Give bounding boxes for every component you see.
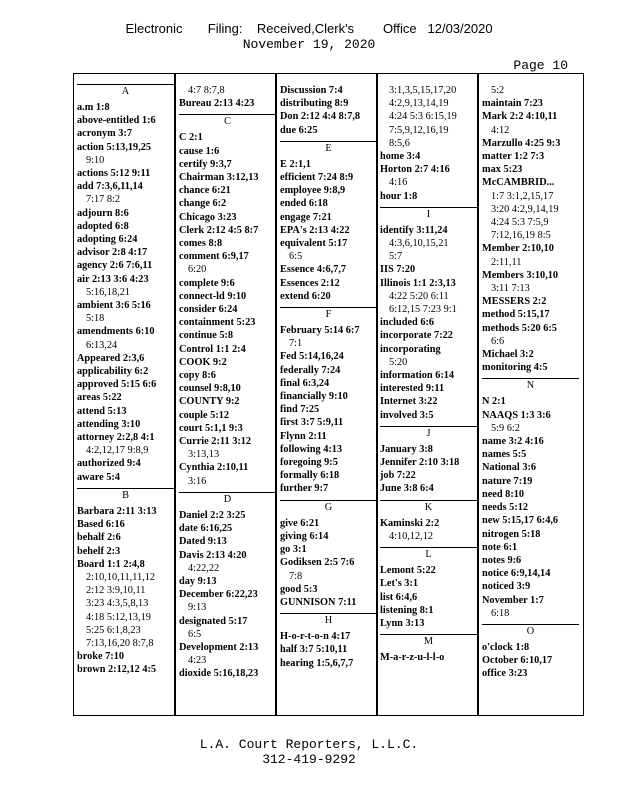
index-section — [482, 378, 579, 619]
index-continuation: 4:24 5:3 7:5,9 — [491, 217, 549, 229]
index-entry: extend 6:20 — [280, 290, 331, 302]
index-entry: new 5:15,17 6:4,6 — [482, 515, 559, 527]
index-entry: comes 8:8 — [179, 238, 223, 250]
index-entry: noticed 3:9 — [482, 581, 531, 593]
index-entry: Chairman 3:12,13 — [179, 172, 259, 184]
section-letter: J — [380, 426, 477, 440]
index-section — [380, 84, 477, 203]
index-entry: cause 1:6 — [179, 145, 220, 157]
index-entry: Davis 2:13 4:20 — [179, 549, 247, 561]
index-section — [380, 634, 477, 664]
index-continuation: 2:10,10,11,11,12 — [86, 571, 156, 583]
index-entry: Control 1:1 2:4 — [179, 343, 246, 355]
index-entry: nitrogen 5:18 — [482, 528, 541, 540]
index-section — [179, 492, 276, 681]
index-entry: Marzullo 4:25 9:3 — [482, 137, 561, 149]
index-entry: dioxide 5:16,18,23 — [179, 668, 259, 680]
index-entry: Development 2:13 — [179, 641, 259, 653]
index-entry: certify 9:3,7 — [179, 158, 232, 170]
index-entry: Lemont 5:22 — [380, 565, 436, 577]
index-entry: give 6:21 — [280, 517, 320, 529]
index-entry: max 5:23 — [482, 164, 523, 176]
index-entry: names 5:5 — [482, 449, 527, 461]
index-entry: adopted 6:8 — [77, 220, 129, 232]
index-entry: E 2:1,1 — [280, 158, 311, 170]
index-continuation: 3:1,3,5,15,17,20 — [389, 85, 457, 96]
section-letter: A — [77, 84, 174, 98]
index-entry: behalf 2:6 — [77, 532, 121, 544]
index-continuation: 6:5 — [188, 628, 202, 640]
index-section — [179, 84, 276, 110]
index-column — [179, 84, 276, 709]
index-entry: day 9:13 — [179, 575, 217, 587]
index-continuation: 3:23 4:3,5,8,13 — [86, 598, 149, 610]
index-column — [482, 84, 579, 709]
index-continuation: 9:10 — [86, 154, 105, 166]
index-entry: incorporate 7:22 — [380, 330, 453, 342]
index-section — [280, 613, 377, 670]
index-entry: a.m 1:8 — [77, 102, 110, 113]
index-section — [380, 500, 477, 543]
index-entry: November 1:7 — [482, 594, 544, 606]
index-entry: Member 2:10,10 — [482, 243, 554, 255]
index-entry: N 2:1 — [482, 396, 506, 408]
index-entry: connect-ld 9:10 — [179, 290, 247, 302]
index-continuation: 2:12 3:9,10,11 — [86, 585, 146, 597]
index-entry: involved 3:5 — [380, 409, 434, 421]
index-section — [482, 624, 579, 681]
index-entry: air 2:13 3:6 4:23 — [77, 273, 149, 285]
index-continuation: 7:13,16,20 8:7,8 — [86, 637, 154, 649]
index-entry: January 3:8 — [380, 443, 433, 455]
index-continuation: 4:7 8:7,8 — [188, 85, 225, 96]
index-continuation: 6:18 — [491, 607, 510, 619]
index-entry: Based 6:16 — [77, 519, 125, 531]
index-entry: above-entitled 1:6 — [77, 115, 156, 127]
index-section — [77, 488, 174, 677]
index-continuation: 7:5,9,12,16,19 — [389, 124, 449, 136]
index-continuation: 6:12,15 7:23 9:1 — [389, 304, 457, 316]
index-entry: financially 9:10 — [280, 391, 348, 403]
index-entry: IIS 7:20 — [380, 264, 416, 276]
index-entry: Lynn 3:13 — [380, 617, 425, 629]
index-entry: Horton 2:7 4:16 — [380, 164, 450, 176]
filing-stamp: Electronic Filing: Received,Clerk's Office 12/03/2020 — [125, 21, 493, 36]
index-entry: National 3:6 — [482, 462, 537, 474]
index-entry: further 9:7 — [280, 483, 329, 495]
index-continuation: 6:5 — [289, 251, 303, 263]
section-letter: I — [380, 207, 477, 221]
index-entry: employee 9:8,9 — [280, 185, 346, 197]
index-entry: M-a-r-z-u-l-l-o — [380, 652, 445, 664]
index-entry: notes 9:6 — [482, 554, 522, 566]
column-divider — [174, 74, 176, 715]
index-entry: go 3:1 — [280, 544, 307, 556]
index-continuation: 4:22 5:20 6:11 — [389, 290, 449, 302]
index-section — [280, 141, 377, 303]
index-entry: applicability 6:2 — [77, 366, 149, 378]
index-continuation: 3:13,13 — [188, 449, 220, 461]
index-entry: formally 6:18 — [280, 470, 340, 482]
index-continuation: 4:12 — [491, 124, 510, 136]
index-entry: Mark 2:2 4:10,11 — [482, 111, 558, 123]
index-entry: methods 5:20 6:5 — [482, 322, 557, 334]
index-entry: attending 3:10 — [77, 418, 141, 430]
index-entry: Don 2:12 4:4 8:7,8 — [280, 111, 361, 123]
index-continuation: 7:17 8:2 — [86, 194, 121, 206]
index-entry: attend 5:13 — [77, 405, 127, 417]
index-entry: designated 5:17 — [179, 615, 248, 627]
index-continuation: 3:16 — [188, 475, 207, 487]
index-entry: maintain 7:23 — [482, 98, 543, 110]
index-continuation: 1:7 3:1,2,15,17 — [491, 190, 554, 202]
index-entry: agency 2:6 7:6,11 — [77, 260, 153, 272]
index-entry: COOK 9:2 — [179, 356, 227, 368]
index-continuation: 4:16 — [389, 177, 408, 189]
index-continuation: 5:7 — [389, 251, 403, 263]
index-entry: Essences 2:12 — [280, 277, 340, 289]
index-continuation: 7:12,16,19 8:5 — [491, 230, 551, 242]
index-frame — [73, 73, 584, 716]
index-entry: October 6:10,17 — [482, 655, 553, 667]
index-entry: copy 8:6 — [179, 370, 216, 382]
index-entry: couple 5:12 — [179, 409, 230, 421]
index-entry: actions 5:12 9:11 — [77, 168, 151, 180]
index-entry: following 4:13 — [280, 443, 343, 455]
index-entry: Michael 3:2 — [482, 349, 534, 361]
index-entry: good 5:3 — [280, 583, 318, 595]
index-entry: advisor 2:8 4:17 — [77, 247, 148, 259]
index-entry: broke 7:10 — [77, 651, 125, 663]
index-entry: counsel 9:8,10 — [179, 383, 241, 395]
index-entry: change 6:2 — [179, 198, 227, 210]
index-continuation: 3:20 4:2,9,14,19 — [491, 203, 559, 215]
section-letter: D — [179, 492, 276, 506]
index-entry: Daniel 2:2 3:25 — [179, 509, 246, 521]
index-entry: due 6:25 — [280, 124, 318, 136]
index-entry: incorporating — [380, 343, 441, 355]
index-entry: December 6:22,23 — [179, 589, 258, 601]
index-entry: Let's 3:1 — [380, 578, 419, 590]
column-divider — [477, 74, 479, 715]
index-entry: date 6:16,25 — [179, 523, 233, 535]
index-continuation: 4:10,12,12 — [389, 530, 434, 542]
index-entry: chance 6:21 — [179, 185, 231, 197]
index-entry: giving 6:14 — [280, 530, 329, 542]
index-entry: Members 3:10,10 — [482, 269, 559, 281]
index-entry: acronym 3:7 — [77, 128, 133, 140]
index-section — [380, 547, 477, 630]
section-letter: F — [280, 307, 377, 321]
index-continuation: 8:5,6 — [389, 137, 410, 149]
index-entry: MESSERS 2:2 — [482, 296, 547, 308]
index-entry: H-o-r-t-o-n 4:17 — [280, 631, 351, 643]
index-entry: brown 2:12,12 4:5 — [77, 664, 157, 676]
index-continuation: 4:18 5:12,13,19 — [86, 611, 151, 623]
index-entry: matter 1:2 7:3 — [482, 151, 545, 163]
index-continuation: 2:11,11 — [491, 256, 522, 268]
index-entry: court 5:1,1 9:3 — [179, 422, 243, 434]
index-entry: list 6:4,6 — [380, 591, 418, 603]
footer-phone: 312-419-9292 — [262, 752, 356, 767]
index-entry: final 6:3,24 — [280, 377, 330, 389]
index-entry: continue 5:8 — [179, 330, 234, 342]
index-continuation: 3:11 7:13 — [491, 283, 530, 295]
index-entry: foregoing 9:5 — [280, 457, 338, 469]
index-entry: Jennifer 2:10 3:18 — [380, 457, 460, 469]
index-entry: EPA's 2:13 4:22 — [280, 224, 350, 236]
index-section — [179, 114, 276, 487]
index-entry: Internet 3:22 — [380, 396, 438, 408]
index-entry: Bureau 2:13 4:23 — [179, 98, 255, 110]
index-entry: Cynthia 2:10,11 — [179, 462, 249, 474]
index-entry: engage 7:21 — [280, 211, 332, 223]
section-letter: M — [380, 634, 477, 648]
index-entry: information 6:14 — [380, 370, 455, 382]
index-entry: Illinois 1:1 2:3,13 — [380, 277, 456, 289]
index-entry: Godiksen 2:5 7:6 — [280, 557, 355, 569]
index-entry: efficient 7:24 8:9 — [280, 172, 354, 184]
index-continuation: 5:9 6:2 — [491, 422, 520, 434]
index-entry: COUNTY 9:2 — [179, 396, 240, 408]
index-entry: aware 5:4 — [77, 471, 120, 483]
index-continuation: 5:2 — [491, 85, 505, 96]
index-entry: distributing 8:9 — [280, 98, 349, 110]
section-letter: C — [179, 114, 276, 128]
index-entry: McCAMBRID... — [482, 177, 555, 189]
hearing-date: November 19, 2020 — [242, 37, 376, 52]
index-entry: interested 9:11 — [380, 383, 445, 395]
index-section — [280, 500, 377, 609]
index-entry: half 3:7 5:10,11 — [280, 644, 348, 656]
index-entry: adjourn 8:6 — [77, 207, 129, 219]
index-entry: add 7:3,6,11,14 — [77, 181, 143, 193]
page-number: Page 10 — [513, 58, 568, 73]
index-entry: attorney 2:2,8 4:1 — [77, 432, 155, 444]
index-column — [77, 84, 174, 709]
index-section — [482, 84, 579, 374]
index-entry: federally 7:24 — [280, 364, 341, 376]
index-continuation: 6:20 — [188, 264, 207, 276]
index-section — [380, 207, 477, 422]
index-continuation: 5:16,18,21 — [86, 286, 131, 298]
index-entry: hour 1:8 — [380, 190, 418, 202]
index-entry: Chicago 3:23 — [179, 211, 237, 223]
index-continuation: 4:23 — [188, 655, 207, 667]
index-entry: Flynn 2:11 — [280, 430, 327, 442]
index-continuation: 4:2,12,17 9:8,9 — [86, 445, 149, 457]
section-letter: N — [482, 378, 579, 392]
index-continuation: 4:3,6,10,15,21 — [389, 238, 449, 250]
index-entry: hearing 1:5,6,7,7 — [280, 657, 354, 669]
index-entry: listening 8:1 — [380, 604, 434, 616]
index-entry: complete 9:6 — [179, 277, 235, 289]
index-continuation: 6:6 — [491, 335, 505, 347]
index-section — [280, 84, 377, 137]
section-letter: K — [380, 500, 477, 514]
index-entry: notice 6:9,14,14 — [482, 568, 551, 580]
index-entry: job 7:22 — [380, 470, 416, 482]
index-entry: find 7:25 — [280, 404, 320, 416]
index-continuation: 5:25 6:1,8,23 — [86, 624, 141, 636]
index-continuation: 4:22,22 — [188, 562, 220, 574]
index-entry: Clerk 2:12 4:5 8:7 — [179, 224, 259, 236]
index-entry: office 3:23 — [482, 668, 528, 680]
index-entry: areas 5:22 — [77, 392, 122, 404]
index-continuation: 7:1 — [289, 338, 303, 350]
section-letter: H — [280, 613, 377, 627]
section-letter: G — [280, 500, 377, 514]
index-entry: ambient 3:6 5:16 — [77, 300, 151, 312]
index-entry: Board 1:1 2:4,8 — [77, 558, 145, 570]
index-entry: authorized 9:4 — [77, 458, 141, 470]
index-section — [280, 307, 377, 496]
index-entry: behelf 2:3 — [77, 545, 121, 557]
section-letter: O — [482, 624, 579, 638]
index-entry: method 5:15,17 — [482, 309, 550, 321]
index-entry: Dated 9:13 — [179, 536, 227, 548]
index-section — [77, 84, 174, 484]
index-continuation: 4:24 5:3 6:15,19 — [389, 111, 457, 123]
index-continuation: 5:18 — [86, 313, 105, 325]
index-entry: NAAQS 1:3 3:6 — [482, 409, 551, 421]
index-section — [380, 426, 477, 496]
index-entry: equivalent 5:17 — [280, 238, 348, 250]
index-entry: Appeared 2:3,6 — [77, 352, 145, 364]
index-column — [380, 84, 477, 709]
index-entry: first 3:7 5:9,11 — [280, 417, 344, 429]
index-column — [280, 84, 377, 709]
index-continuation: 5:20 — [389, 356, 408, 368]
index-entry: name 3:2 4:16 — [482, 436, 544, 448]
index-entry: note 6:1 — [482, 541, 518, 553]
index-entry: monitoring 4:5 — [482, 362, 548, 374]
index-entry: needs 5:12 — [482, 502, 529, 514]
index-entry: Essence 4:6,7,7 — [280, 264, 347, 276]
footer-company: L.A. Court Reporters, L.L.C. — [199, 737, 419, 752]
index-entry: June 3:8 6:4 — [380, 483, 434, 495]
index-entry: Currie 2:11 3:12 — [179, 436, 252, 448]
index-entry: need 8:10 — [482, 488, 525, 500]
index-entry: identify 3:11,24 — [380, 224, 448, 236]
section-letter: L — [380, 547, 477, 561]
index-entry: containment 5:23 — [179, 317, 256, 329]
index-entry: amendments 6:10 — [77, 326, 155, 338]
index-entry: February 5:14 6:7 — [280, 325, 360, 337]
index-entry: Kaminski 2:2 — [380, 517, 440, 529]
index-continuation: 7:8 — [289, 570, 303, 582]
index-entry: GUNNISON 7:11 — [280, 596, 357, 608]
index-entry: Barbara 2:11 3:13 — [77, 505, 157, 517]
index-continuation: 6:13,24 — [86, 339, 118, 351]
index-entry: comment 6:9,17 — [179, 251, 249, 263]
index-entry: o'clock 1:8 — [482, 641, 530, 653]
index-entry: action 5:13,19,25 — [77, 141, 152, 153]
index-entry: Discussion 7:4 — [280, 85, 343, 96]
section-letter: B — [77, 488, 174, 502]
section-letter: E — [280, 141, 377, 155]
index-entry: ended 6:18 — [280, 198, 328, 210]
index-entry: nature 7:19 — [482, 475, 533, 487]
index-entry: home 3:4 — [380, 151, 421, 163]
index-continuation: 4:2,9,13,14,19 — [389, 98, 449, 110]
index-entry: included 6:6 — [380, 317, 435, 329]
index-entry: Fed 5:14,16,24 — [280, 351, 344, 363]
index-entry: approved 5:15 6:6 — [77, 379, 157, 391]
index-continuation: 9:13 — [188, 602, 207, 614]
index-entry: C 2:1 — [179, 132, 203, 144]
index-entry: adopting 6:24 — [77, 234, 138, 246]
index-entry: consider 6:24 — [179, 304, 238, 316]
